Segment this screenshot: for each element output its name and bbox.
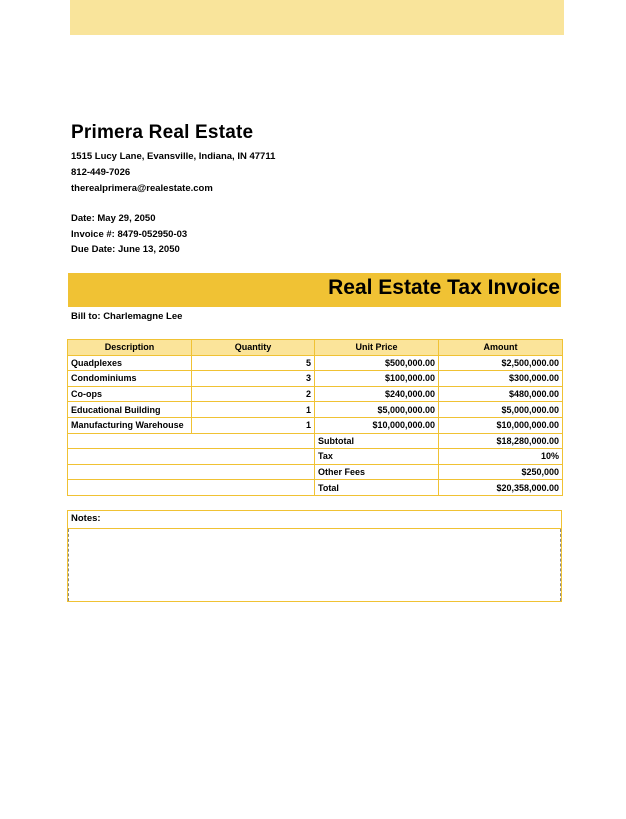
cell-unit-price: $100,000.00 <box>315 371 439 387</box>
top-accent-band <box>70 0 564 35</box>
cell-unit-price: $5,000,000.00 <box>315 402 439 418</box>
cell-amount: $480,000.00 <box>439 386 563 402</box>
summary-label: Subtotal <box>315 433 439 449</box>
cell-amount: $2,500,000.00 <box>439 355 563 371</box>
cell-quantity: 1 <box>192 402 315 418</box>
invoice-number: Invoice #: 8479-052950-03 <box>71 229 188 240</box>
cell-description: Quadplexes <box>68 355 192 371</box>
cell-quantity: 3 <box>192 371 315 387</box>
cell-amount: $5,000,000.00 <box>439 402 563 418</box>
header-quantity: Quantity <box>192 340 315 356</box>
table-row <box>68 371 563 387</box>
summary-row-tax <box>68 449 563 465</box>
table-row <box>68 402 563 418</box>
summary-blank-cell <box>68 464 315 480</box>
company-name: Primera Real Estate <box>71 122 254 143</box>
cell-description: Co-ops <box>68 386 192 402</box>
cell-quantity: 1 <box>192 417 315 433</box>
table-header-row <box>68 340 563 356</box>
invoice-title: Real Estate Tax Invoice <box>328 276 560 299</box>
cell-unit-price: $240,000.00 <box>315 386 439 402</box>
summary-label: Total <box>315 480 439 496</box>
cell-amount: $10,000,000.00 <box>439 417 563 433</box>
summary-blank-cell <box>68 449 315 465</box>
summary-value: $20,358,000.00 <box>439 480 563 496</box>
summary-row-subtotal <box>68 433 563 449</box>
invoice-date: Date: May 29, 2050 <box>71 213 156 224</box>
cell-unit-price: $500,000.00 <box>315 355 439 371</box>
notes-label: Notes: <box>71 513 101 524</box>
summary-label: Other Fees <box>315 464 439 480</box>
invoice-items-table <box>67 339 563 496</box>
company-phone: 812-449-7026 <box>71 167 131 178</box>
cell-description: Manufacturing Warehouse <box>68 417 192 433</box>
notes-header <box>68 511 561 529</box>
summary-value: $250,000 <box>439 464 563 480</box>
header-description: Description <box>68 340 192 356</box>
table-row <box>68 417 563 433</box>
table-row <box>68 355 563 371</box>
notes-box <box>67 510 562 602</box>
notes-input-area[interactable] <box>68 529 561 601</box>
table-row <box>68 386 563 402</box>
company-email: therealprimera@realestate.com <box>71 183 213 194</box>
cell-unit-price: $10,000,000.00 <box>315 417 439 433</box>
summary-value: $18,280,000.00 <box>439 433 563 449</box>
invoice-due-date: Due Date: June 13, 2050 <box>71 244 180 255</box>
cell-amount: $300,000.00 <box>439 371 563 387</box>
cell-quantity: 5 <box>192 355 315 371</box>
summary-row-other-fees <box>68 464 563 480</box>
invoice-title-band <box>68 273 561 307</box>
company-address: 1515 Lucy Lane, Evansville, Indiana, IN 47711 <box>71 151 276 162</box>
cell-quantity: 2 <box>192 386 315 402</box>
bill-to: Bill to: Charlemagne Lee <box>71 311 183 322</box>
summary-blank-cell <box>68 433 315 449</box>
header-unit-price: Unit Price <box>315 340 439 356</box>
summary-blank-cell <box>68 480 315 496</box>
summary-row-total <box>68 480 563 496</box>
cell-description: Educational Building <box>68 402 192 418</box>
summary-label: Tax <box>315 449 439 465</box>
header-amount: Amount <box>439 340 563 356</box>
cell-description: Condominiums <box>68 371 192 387</box>
summary-value: 10% <box>439 449 563 465</box>
